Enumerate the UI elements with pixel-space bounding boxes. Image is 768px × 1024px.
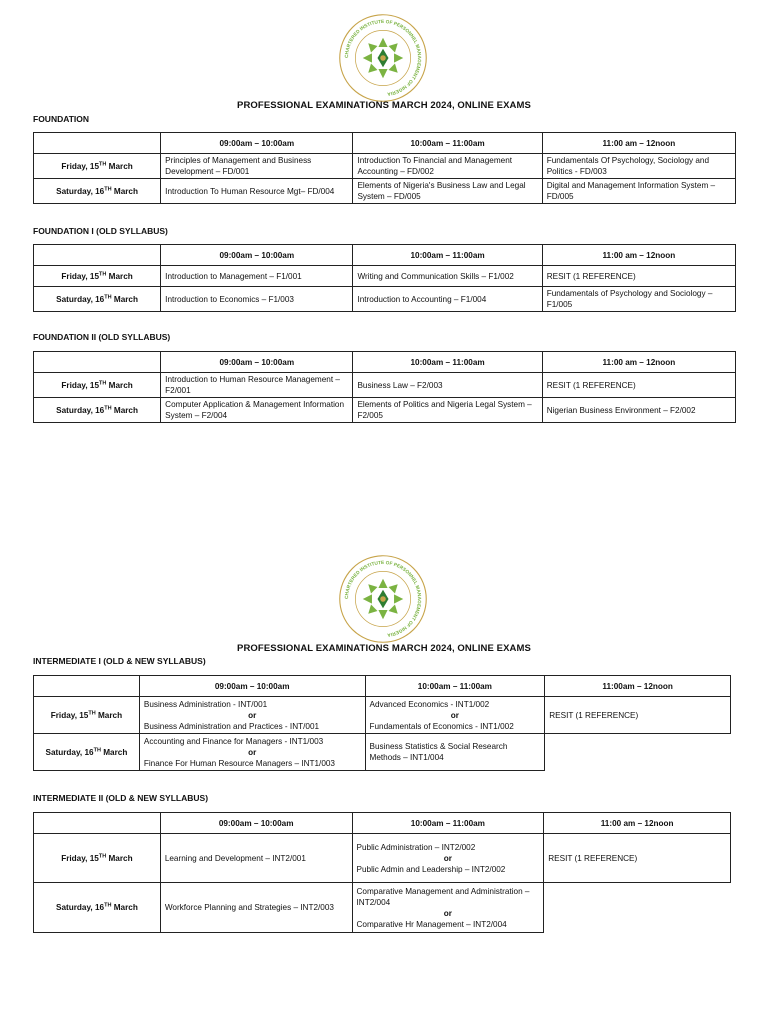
header-empty — [34, 133, 161, 154]
exam-cell: Accounting and Finance for Managers - INT1/003 or Finance For Human Resource Managers – INT1/003 — [139, 734, 365, 771]
foundation-2-table — [33, 351, 736, 423]
day-label: Friday, 15TH March — [34, 373, 161, 398]
exam-cell: Writing and Communication Skills – F1/002 — [353, 266, 542, 287]
header-time: 11:00 am – 12noon — [542, 133, 735, 154]
header-time: 11:00am – 12noon — [545, 676, 731, 697]
header-time: 09:00am – 10:00am — [161, 245, 353, 266]
header-time: 11:00 am – 12noon — [542, 352, 735, 373]
exam-cell: Digital and Management Information System – FD/005 — [542, 179, 735, 204]
day-label: Friday, 15TH March — [34, 266, 161, 287]
exam-cell: Nigerian Business Environment – F2/002 — [542, 398, 735, 423]
header-time: 09:00am – 10:00am — [160, 813, 352, 834]
svg-text:CHARTERED INSTITUTE OF PERSONN: CHARTERED INSTITUTE OF PERSONNEL MANAGEMENT OF NIGERIA — [345, 20, 421, 96]
header-time: 10:00am – 11:00am — [353, 352, 542, 373]
institute-logo — [337, 12, 429, 104]
header-empty — [34, 813, 161, 834]
section-heading-intermediate-2: INTERMEDIATE II (OLD & NEW SYLLABUS) — [33, 793, 209, 803]
header-time: 09:00am – 10:00am — [161, 352, 353, 373]
exam-cell: Business Law – F2/003 — [353, 373, 542, 398]
intermediate-1-table — [33, 675, 731, 771]
day-label: Saturday, 16TH March — [34, 179, 161, 204]
empty-cell — [544, 883, 731, 933]
section-heading-foundation: FOUNDATION — [33, 114, 90, 124]
exam-cell: Public Administration – INT2/002 or Public Admin and Leadership – INT2/002 — [352, 834, 544, 883]
exam-cell: RESIT (1 REFERENCE) — [544, 834, 731, 883]
header-time: 11:00 am – 12noon — [544, 813, 731, 834]
exam-cell: RESIT (1 REFERENCE) — [542, 266, 735, 287]
exam-cell: Elements of Politics and Nigeria Legal System – F2/005 — [353, 398, 542, 423]
section-heading-foundation-2: FOUNDATION II (OLD SYLLABUS) — [33, 332, 171, 342]
header-empty — [34, 676, 140, 697]
exam-cell: Introduction to Economics – F1/003 — [161, 287, 353, 312]
page-title: PROFESSIONAL EXAMINATIONS MARCH 2024, ONLINE EXAMS — [237, 643, 531, 654]
exam-cell: Advanced Economics - INT1/002 or Fundamentals of Economics - INT1/002 — [365, 697, 545, 734]
exam-cell: Introduction To Financial and Management Accounting – FD/002 — [353, 154, 542, 179]
exam-cell: Introduction To Human Resource Mgt– FD/004 — [161, 179, 353, 204]
header-time: 10:00am – 11:00am — [353, 133, 542, 154]
exam-cell: Computer Application & Management Information System – F2/004 — [161, 398, 353, 423]
day-label: Friday, 15TH March — [34, 834, 161, 883]
intermediate-2-table — [33, 812, 731, 933]
exam-cell: Principles of Management and Business Development – FD/001 — [161, 154, 353, 179]
day-label: Friday, 15TH March — [34, 697, 140, 734]
header-time: 10:00am – 11:00am — [353, 245, 542, 266]
svg-text:CHARTERED INSTITUTE OF PERSONN: CHARTERED INSTITUTE OF PERSONNEL MANAGEMENT OF NIGERIA — [345, 561, 421, 637]
exam-cell: Fundamentals of Psychology and Sociology – F1/005 — [542, 287, 735, 312]
exam-cell: Introduction to Human Resource Management – F2/001 — [161, 373, 353, 398]
exam-cell: RESIT (1 REFERENCE) — [545, 697, 731, 734]
empty-cell — [545, 734, 731, 771]
exam-cell: Comparative Management and Administration – INT2/004 or Comparative Hr Management – INT2/004 — [352, 883, 544, 933]
header-time: 09:00am – 10:00am — [139, 676, 365, 697]
day-label: Saturday, 16TH March — [34, 883, 161, 933]
day-label: Saturday, 16TH March — [34, 734, 140, 771]
header-time: 10:00am – 11:00am — [365, 676, 545, 697]
page-title: PROFESSIONAL EXAMINATIONS MARCH 2024, ONLINE EXAMS — [237, 100, 531, 111]
foundation-table — [33, 132, 736, 204]
header-time: 10:00am – 11:00am — [352, 813, 544, 834]
header-time: 09:00am – 10:00am — [161, 133, 353, 154]
exam-cell: Fundamentals Of Psychology, Sociology and Politics - FD/003 — [542, 154, 735, 179]
day-label: Friday, 15TH March — [34, 154, 161, 179]
foundation-1-table — [33, 244, 736, 312]
section-heading-foundation-1: FOUNDATION I (OLD SYLLABUS) — [33, 226, 168, 236]
section-heading-intermediate-1: INTERMEDIATE I (OLD & NEW SYLLABUS) — [33, 656, 206, 666]
header-empty — [34, 245, 161, 266]
exam-cell: Learning and Development – INT2/001 — [160, 834, 352, 883]
exam-cell: RESIT (1 REFERENCE) — [542, 373, 735, 398]
exam-cell: Workforce Planning and Strategies – INT2/003 — [160, 883, 352, 933]
header-empty — [34, 352, 161, 373]
institute-logo — [337, 553, 429, 645]
exam-cell: Business Statistics & Social Research Methods – INT1/004 — [365, 734, 545, 771]
day-label: Saturday, 16TH March — [34, 398, 161, 423]
day-label: Saturday, 16TH March — [34, 287, 161, 312]
exam-cell: Introduction to Accounting – F1/004 — [353, 287, 542, 312]
header-time: 11:00 am – 12noon — [542, 245, 735, 266]
exam-cell: Elements of Nigeria's Business Law and Legal System – FD/005 — [353, 179, 542, 204]
exam-cell: Introduction to Management – F1/001 — [161, 266, 353, 287]
exam-cell: Business Administration - INT/001 or Business Administration and Practices - INT/001 — [139, 697, 365, 734]
